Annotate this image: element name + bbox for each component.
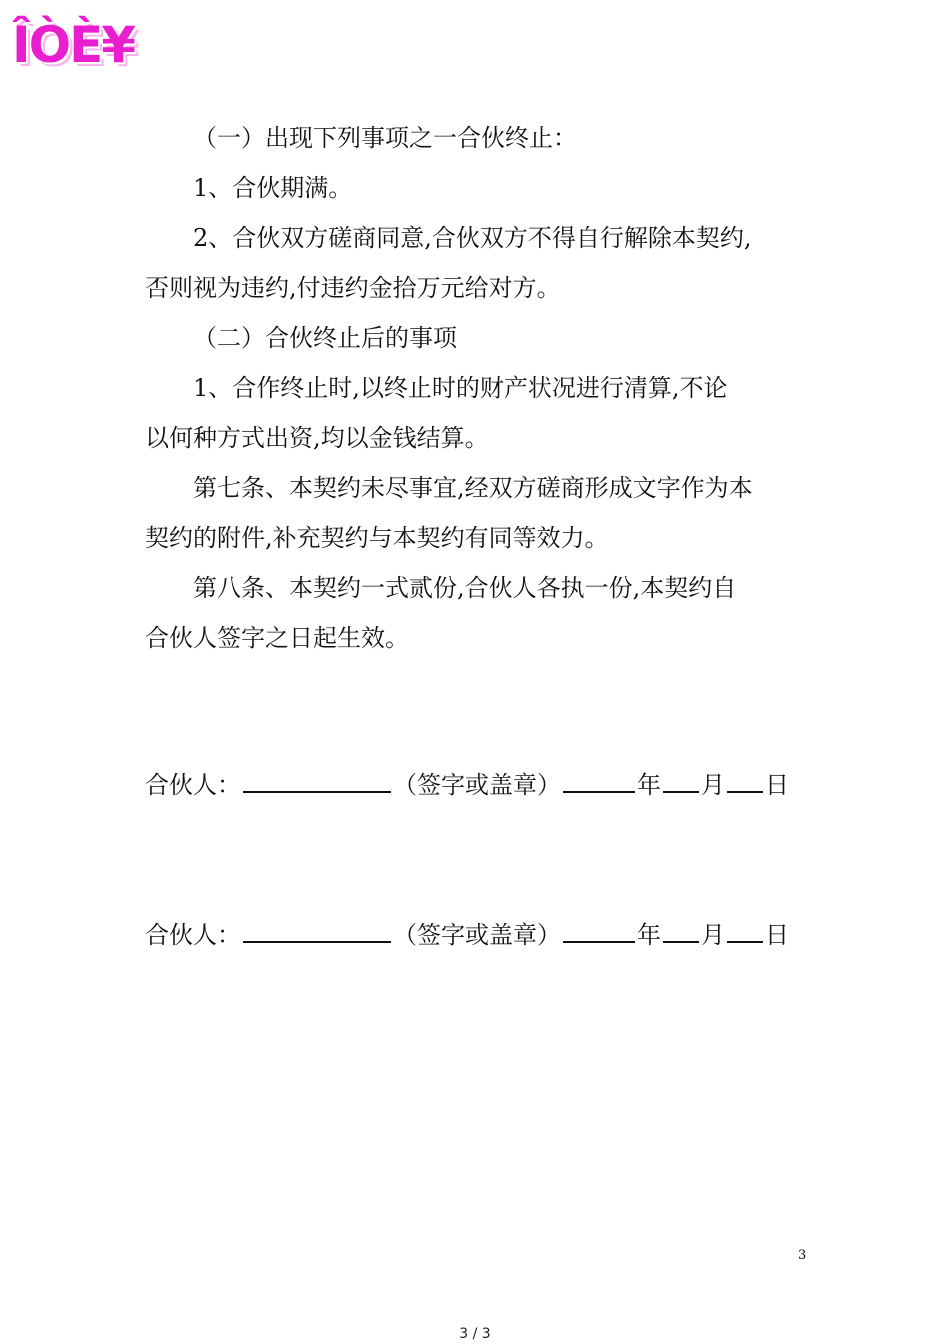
page-footer: 3 / 3 bbox=[459, 1326, 491, 1342]
signature-blank[interactable] bbox=[243, 769, 391, 793]
text-line: （一）出现下列事项之一合伙终止： bbox=[193, 124, 577, 152]
sign-or-seal-label: （签字或盖章） bbox=[393, 921, 561, 949]
day-blank[interactable] bbox=[727, 919, 763, 943]
text-line: 第八条、本契约一式贰份,合伙人各执一份,本契约自 bbox=[193, 574, 737, 602]
month-blank[interactable] bbox=[663, 919, 699, 943]
article-eight bbox=[145, 563, 825, 663]
signature-row bbox=[145, 765, 789, 805]
text-line: 2、合伙双方磋商同意,合伙双方不得自行解除本契约, bbox=[193, 224, 752, 252]
text-line: 合伙人签字之日起生效。 bbox=[145, 624, 409, 652]
clause-one-heading bbox=[145, 113, 825, 163]
month-label: 月 bbox=[701, 921, 725, 949]
day-label: 日 bbox=[765, 921, 789, 949]
day-blank[interactable] bbox=[727, 769, 763, 793]
text-line: 第七条、本契约未尽事宜,经双方磋商形成文字作为本 bbox=[193, 474, 753, 502]
clause-two-item-1 bbox=[145, 363, 825, 463]
month-blank[interactable] bbox=[663, 769, 699, 793]
month-label: 月 bbox=[701, 771, 725, 799]
text-line: 契约的附件,补充契约与本契约有同等效力。 bbox=[145, 524, 609, 552]
signature-row bbox=[145, 915, 789, 955]
year-label: 年 bbox=[637, 921, 661, 949]
year-label: 年 bbox=[637, 771, 661, 799]
year-blank[interactable] bbox=[563, 769, 635, 793]
signature-blank[interactable] bbox=[243, 919, 391, 943]
text-line: 1、合伙期满。 bbox=[193, 174, 353, 202]
partner-label: 合伙人： bbox=[145, 771, 241, 799]
document-logo: ÎÒÈ¥ bbox=[12, 16, 135, 74]
year-blank[interactable] bbox=[563, 919, 635, 943]
article-seven bbox=[145, 463, 825, 563]
text-line: （二）合伙终止后的事项 bbox=[193, 324, 457, 352]
text-line: 以何种方式出资,均以金钱结算。 bbox=[145, 424, 489, 452]
partner-label: 合伙人： bbox=[145, 921, 241, 949]
clause-item-1 bbox=[145, 163, 825, 213]
clause-item-2 bbox=[145, 213, 825, 313]
clause-two-heading bbox=[145, 313, 825, 363]
text-line: 1、合作终止时,以终止时的财产状况进行清算,不论 bbox=[193, 374, 728, 402]
day-label: 日 bbox=[765, 771, 789, 799]
page-number: 3 bbox=[798, 1248, 807, 1263]
sign-or-seal-label: （签字或盖章） bbox=[393, 771, 561, 799]
text-line: 否则视为违约,付违约金拾万元给对方。 bbox=[145, 274, 561, 302]
